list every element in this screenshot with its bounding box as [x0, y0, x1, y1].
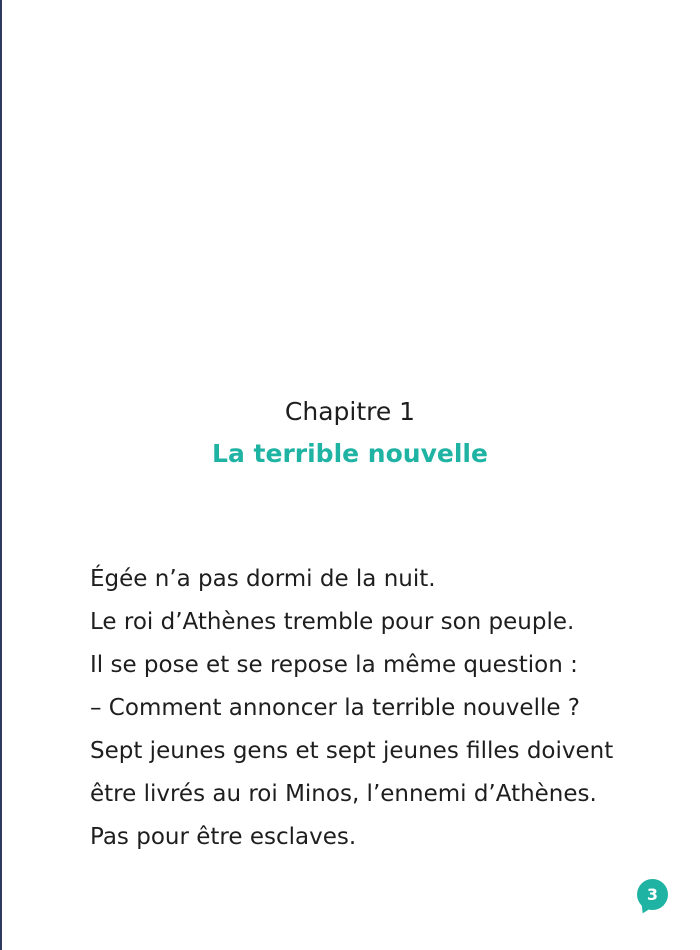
story-line: Égée n’a pas dormi de la nuit. [90, 566, 436, 592]
chapter-title: La terrible nouvelle [212, 439, 488, 468]
chapter-number: Chapitre 1 [284, 397, 416, 426]
story-line: – Comment annoncer la terrible nouvelle ? [90, 695, 581, 721]
story-line: Le roi d’Athènes tremble pour son peuple. [90, 609, 575, 635]
story-line: Sept jeunes gens et sept jeunes filles doivent [90, 738, 614, 764]
page-number-badge: 3 [637, 879, 668, 910]
story-line: être livrés au roi Minos, l’ennemi d’Athènes. [90, 781, 597, 807]
story-line: Pas pour être esclaves. [90, 824, 357, 850]
story-line: Il se pose et se repose la même question : [90, 652, 578, 678]
story-paragraph [90, 558, 670, 859]
chapter-heading [0, 393, 700, 477]
